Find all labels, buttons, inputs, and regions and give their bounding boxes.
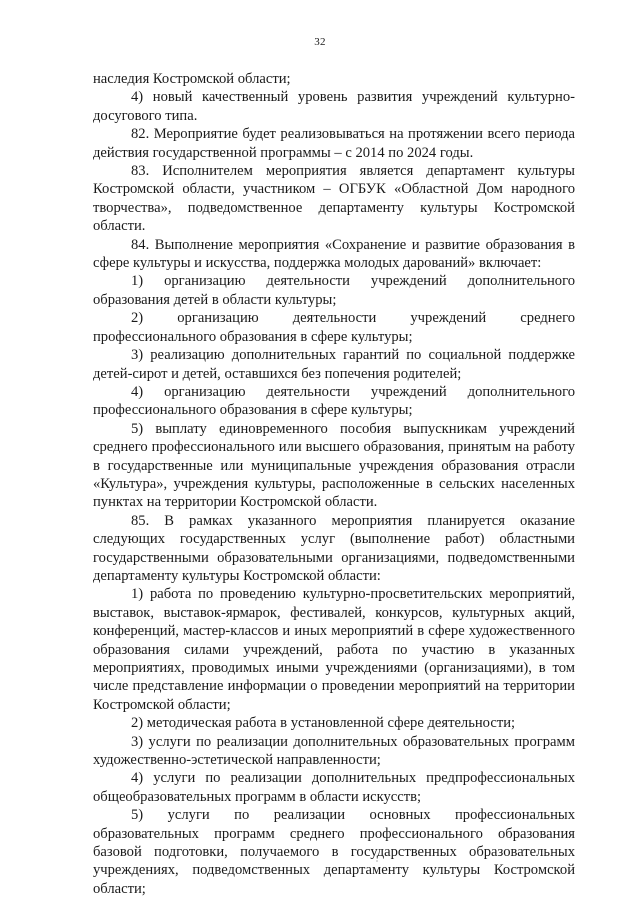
paragraph: 84. Выполнение мероприятия «Сохранение и развитие образования в сфере культуры и искусства, поддержка молодых дарований» включает:: [93, 236, 575, 272]
paragraph: 83. Исполнителем мероприятия является департамент культуры Костромской области, участником – ОГБУК «Областной Дом народного творчества», подведомственное департаменту культуры Костромской области.: [93, 163, 575, 235]
paragraph: 1) организацию деятельности учреждений дополнительного образования детей в области культуры;: [93, 273, 575, 308]
paragraph: 85. В рамках указанного мероприятия планируется оказание следующих государственных услуг (выполнение работ) областными государственными образовательными организациями, подведомственными департаменту культуры Костромской области:: [93, 512, 575, 584]
paragraph: 2) методическая работа в установленной сфере деятельности;: [131, 715, 516, 732]
scan-speck: [376, 860, 378, 862]
paragraph: 3) реализацию дополнительных гарантий по социальной поддержке детей-сирот и детей, оставшихся без попечения родителей;: [93, 347, 575, 382]
paragraph: 5) выплату единовременного пособия выпускникам учреждений среднего профессионального или высшего образования, принятым на работу в государственные или муниципальные учреждения образования отрасли «Культура», учреждения культуры, расположенные в сельских населенных пунктах на территории Костромской области.: [93, 420, 575, 511]
paragraph: 4) организацию деятельности учреждений дополнительного профессионального образования в сфере культуры;: [93, 383, 575, 419]
paragraph: 4) услуги по реализации дополнительных предпрофессиональных общеобразовательных программ в области искусств;: [93, 770, 575, 805]
page-number: 32: [314, 36, 326, 48]
paragraph: 3) услуги по реализации дополнительных образовательных программ художественно-эстетической направленности;: [93, 733, 575, 769]
paragraph: наследия Костромской области;: [93, 71, 291, 87]
paragraph: 1) работа по проведению культурно-просветительских мероприятий, выставок, выставок-ярмарок, фестивалей, конкурсов, культурных акций, конференций, мастер-классов и иных мероприятий в сфере художественного образования силами учреждений, работа по участию в указанных мероприятиях, проводимых иными учреждениями (организациями), в том числе представление информации о проведении мероприятий на территории Костромской области;: [93, 586, 575, 713]
document-body: [93, 70, 575, 898]
paragraph: 2) организацию деятельности учреждений среднего профессионального образования в сфере культуры;: [93, 310, 575, 345]
paragraph: 4) новый качественный уровень развития учреждений культурно-досугового типа.: [93, 89, 575, 124]
paragraph: 82. Мероприятие будет реализовываться на протяжении всего периода действия государственной программы – с 2014 по 2024 годы.: [93, 126, 575, 161]
paragraph: 5) услуги по реализации основных профессиональных образовательных программ среднего профессионального образования базовой подготовки, получаемого в государственных образовательных учреждениях, подведомственных департаменту культуры Костромской области;: [93, 807, 575, 897]
